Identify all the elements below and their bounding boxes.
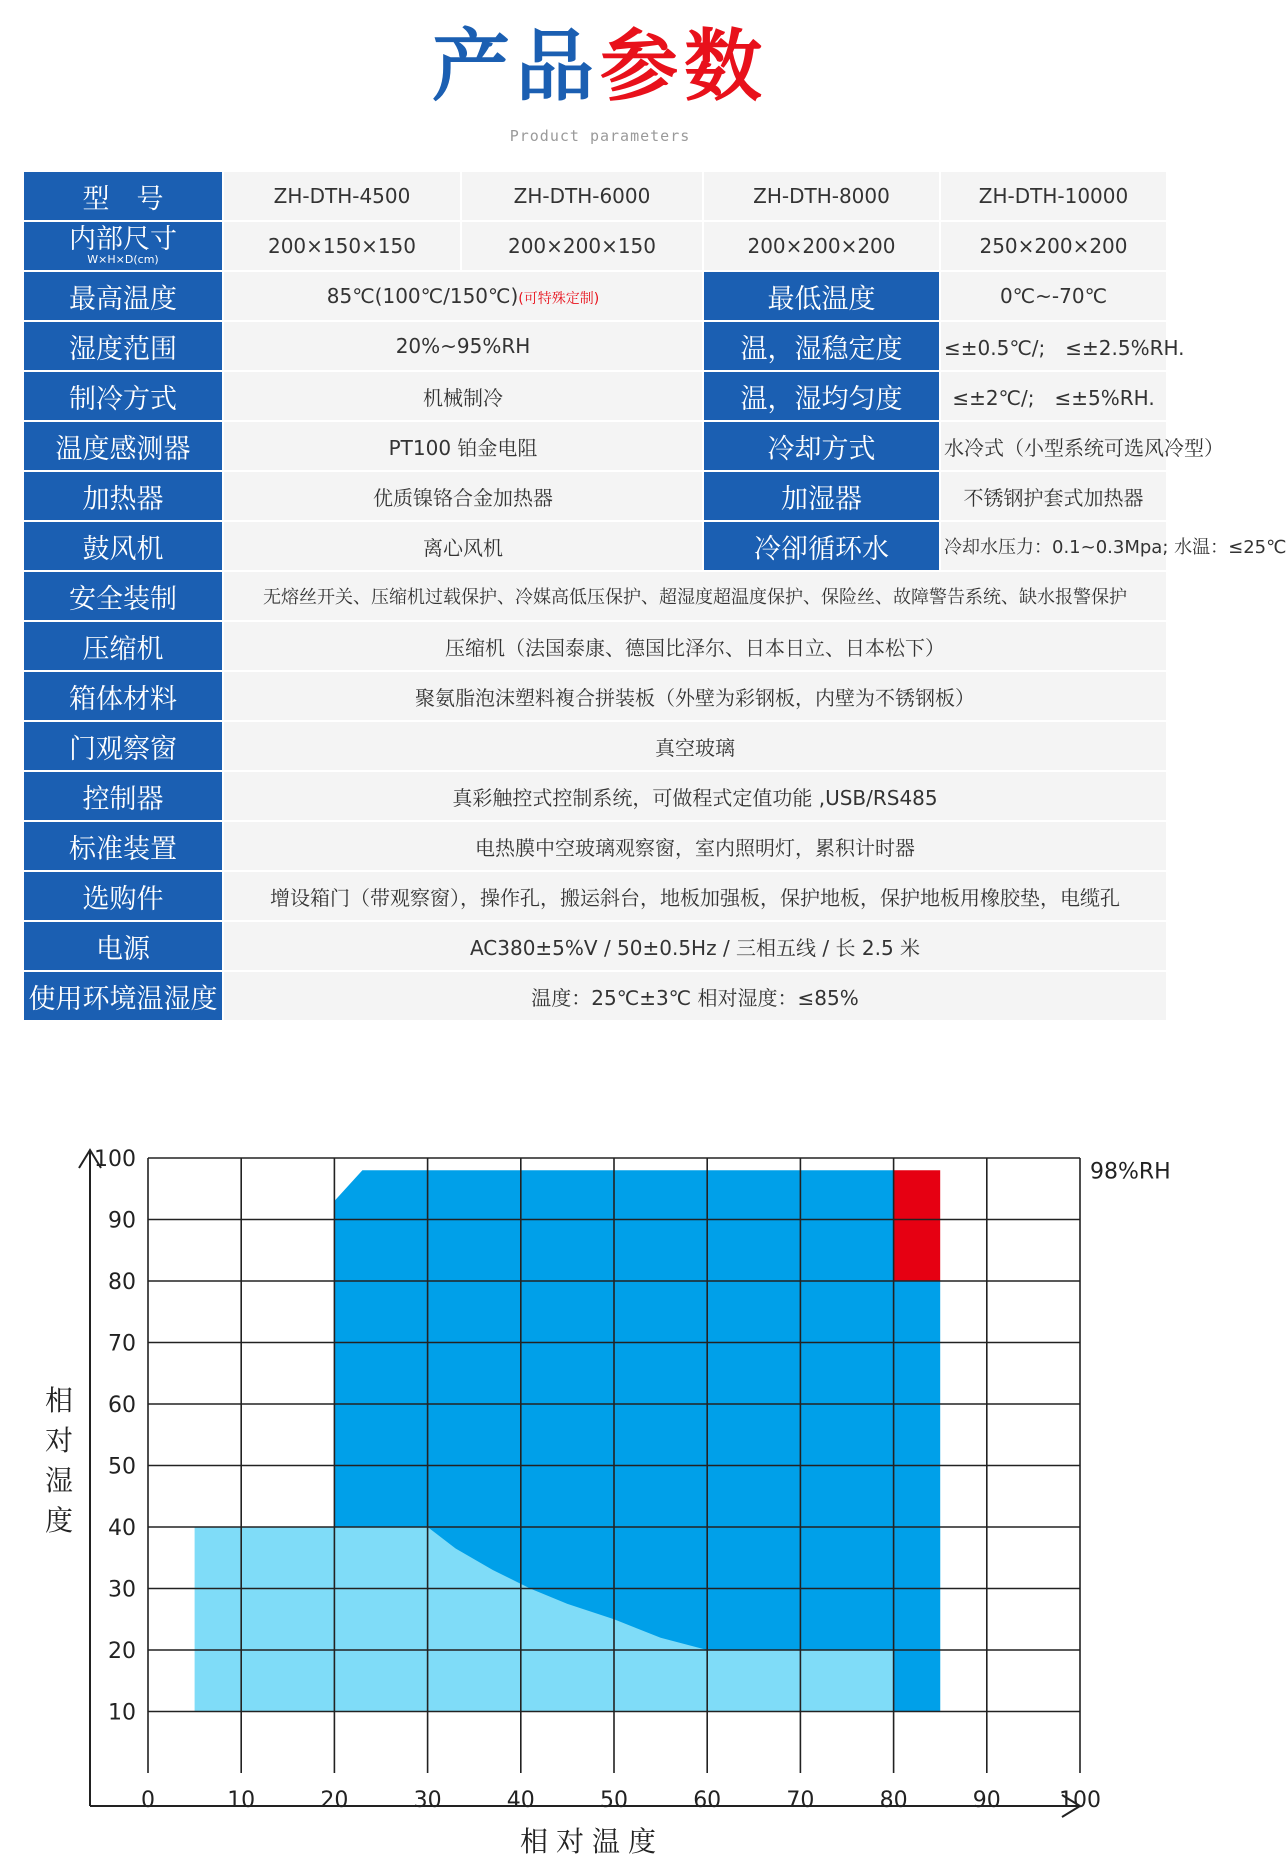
controller-label: 控制器 xyxy=(24,772,222,820)
humidifier-value: 不锈钢护套式加热器 xyxy=(941,472,1166,520)
page-subtitle: Product parameters xyxy=(509,127,691,145)
compressor-label: 压缩机 xyxy=(24,622,222,670)
y-tick-label: 100 xyxy=(94,1147,136,1172)
model-cell: ZH-DTH-8000 xyxy=(704,172,939,220)
spec-row-safety xyxy=(24,572,1166,620)
y-tick-label: 50 xyxy=(108,1454,136,1480)
size-cell: 200×200×200 xyxy=(704,222,939,270)
model-label: 型 号 xyxy=(24,172,222,220)
cooling-method-value: 机械制冷 xyxy=(224,372,702,420)
power-value: AC380±5%V / 50±0.5Hz / 三相五线 / 长 2.5 米 xyxy=(224,922,1166,970)
uniformity-label: 温，湿均匀度 xyxy=(704,372,939,420)
y-tick-label: 40 xyxy=(108,1516,136,1541)
size-cell: 250×200×200 xyxy=(941,222,1166,270)
environment-label: 使用环境温湿度 xyxy=(24,972,222,1020)
x-tick-label: 80 xyxy=(879,1788,908,1813)
title-part-1: 产品 xyxy=(431,22,600,112)
chart-region xyxy=(894,1281,941,1712)
heater-value: 优质镍铬合金加热器 xyxy=(224,472,702,520)
environment-value: 温度：25℃±3℃ 相对湿度：≤85% xyxy=(224,972,1166,1020)
spec-row-window xyxy=(24,722,1166,770)
power-label: 电源 xyxy=(24,922,222,970)
spec-row-temp xyxy=(24,272,1166,320)
spec-row-cabinet xyxy=(24,672,1166,720)
blower-value: 离心风机 xyxy=(224,522,702,570)
x-tick-label: 30 xyxy=(413,1788,442,1813)
chart-region xyxy=(894,1170,941,1281)
spec-row-cooling xyxy=(24,372,1166,420)
x-tick-label: 90 xyxy=(972,1788,1001,1813)
stability-value: ≤±0.5℃/; ≤±2.5%RH. xyxy=(941,322,1166,370)
cooling-type-value: 水冷式（小型系统可选风冷型） xyxy=(941,422,1166,470)
options-value: 增设箱门（带观察窗），操作孔，搬运斜台，地板加强板，保护地板，保护地板用橡胶垫，电缆孔 xyxy=(224,872,1166,920)
max-temp-note: (可特殊定制) xyxy=(518,291,600,307)
x-axis-label: 相对温度 xyxy=(519,1825,665,1858)
spec-row-model xyxy=(24,172,1166,220)
max-temp-cell xyxy=(224,272,702,320)
safety-value: 无熔丝开关、压缩机过载保护、冷媒高低压保护、超湿度超温度保护、保险丝、故障警告系统、缺水报警保护 xyxy=(224,572,1166,620)
heater-label: 加热器 xyxy=(24,472,222,520)
humidity-range-label: 湿度范围 xyxy=(24,322,222,370)
options-label: 选购件 xyxy=(24,872,222,920)
humidifier-label: 加湿器 xyxy=(704,472,939,520)
y-tick-label: 20 xyxy=(108,1639,136,1664)
spec-table xyxy=(22,170,1286,1022)
y-tick-label: 10 xyxy=(108,1700,136,1726)
min-temp-value: 0℃~-70℃ xyxy=(941,272,1166,320)
x-tick-label: 40 xyxy=(506,1788,535,1813)
y-axis-label: 相对湿度 xyxy=(44,1384,74,1537)
y-tick-label: 70 xyxy=(108,1331,136,1357)
spec-row-standard xyxy=(24,822,1166,870)
cooling-method-label: 制冷方式 xyxy=(24,372,222,420)
size-sub-label: W×H×D(cm) xyxy=(87,253,159,266)
uniformity-value: ≤±2℃/; ≤±5%RH. xyxy=(941,372,1166,420)
max-temp-value: 85℃(100℃/150℃) xyxy=(326,284,519,308)
model-cell: ZH-DTH-6000 xyxy=(462,172,702,220)
controller-value: 真彩触控式控制系统，可做程式定值功能 ,USB/RS485 xyxy=(224,772,1166,820)
humidity-range-value: 20%~95%RH xyxy=(224,322,702,370)
x-tick-label: 70 xyxy=(786,1788,815,1813)
x-tick-label: 20 xyxy=(320,1788,349,1813)
temp-sensor-label: 温度感测器 xyxy=(24,422,222,470)
spec-row-environment xyxy=(24,972,1166,1020)
spec-row-sensor xyxy=(24,422,1166,470)
size-cell: 200×200×150 xyxy=(462,222,702,270)
size-label-cell xyxy=(24,222,222,270)
cooling-water-value: 冷却水压力：0.1~0.3Mpa; 水温：≤25℃ xyxy=(941,522,1166,570)
humidity-temperature-chart xyxy=(0,1100,1200,1869)
x-tick-label: 50 xyxy=(600,1788,628,1813)
y-tick-label: 30 xyxy=(108,1577,136,1603)
cabinet-label: 箱体材料 xyxy=(24,672,222,720)
size-cell: 200×150×150 xyxy=(224,222,460,270)
window-label: 门观察窗 xyxy=(24,722,222,770)
model-cell: ZH-DTH-4500 xyxy=(224,172,460,220)
cabinet-value: 聚氨脂泡沫塑料複合拼装板（外壁为彩钢板，内壁为不锈钢板） xyxy=(224,672,1166,720)
y-tick-label: 80 xyxy=(108,1270,136,1295)
title-part-2: 参数 xyxy=(600,22,769,112)
cooling-type-label: 冷却方式 xyxy=(704,422,939,470)
x-tick-label: 100 xyxy=(1059,1788,1101,1813)
x-tick-label: 0 xyxy=(141,1788,155,1813)
spec-row-blower xyxy=(24,522,1166,570)
x-tick-label: 60 xyxy=(693,1788,722,1813)
spec-row-humidity xyxy=(24,322,1166,370)
safety-label: 安全装制 xyxy=(24,572,222,620)
y-tick-label: 90 xyxy=(108,1208,136,1234)
page-title xyxy=(0,22,1200,112)
spec-row-heater xyxy=(24,472,1166,520)
model-cell: ZH-DTH-10000 xyxy=(941,172,1166,220)
spec-row-power xyxy=(24,922,1166,970)
spec-row-compressor xyxy=(24,622,1166,670)
window-value: 真空玻璃 xyxy=(224,722,1166,770)
x-tick-label: 10 xyxy=(227,1788,256,1813)
blower-label: 鼓风机 xyxy=(24,522,222,570)
spec-row-size xyxy=(24,222,1166,270)
y-tick-label: 60 xyxy=(108,1393,136,1418)
spec-row-controller xyxy=(24,772,1166,820)
standard-label: 标准装置 xyxy=(24,822,222,870)
min-temp-label: 最低温度 xyxy=(704,272,939,320)
compressor-value: 压缩机（法国泰康、德国比泽尔、日本日立、日本松下） xyxy=(224,622,1166,670)
max-temp-label: 最高温度 xyxy=(24,272,222,320)
temp-sensor-value: PT100 铂金电阻 xyxy=(224,422,702,470)
stability-label: 温，湿稳定度 xyxy=(704,322,939,370)
chart-annotation: 98%RH xyxy=(1090,1159,1171,1185)
spec-row-options xyxy=(24,872,1166,920)
standard-value: 电热膜中空玻璃观察窗，室内照明灯，累积计时器 xyxy=(224,822,1166,870)
cooling-water-label: 冷卻循环水 xyxy=(704,522,939,570)
size-label: 内部尺寸 xyxy=(69,224,177,255)
